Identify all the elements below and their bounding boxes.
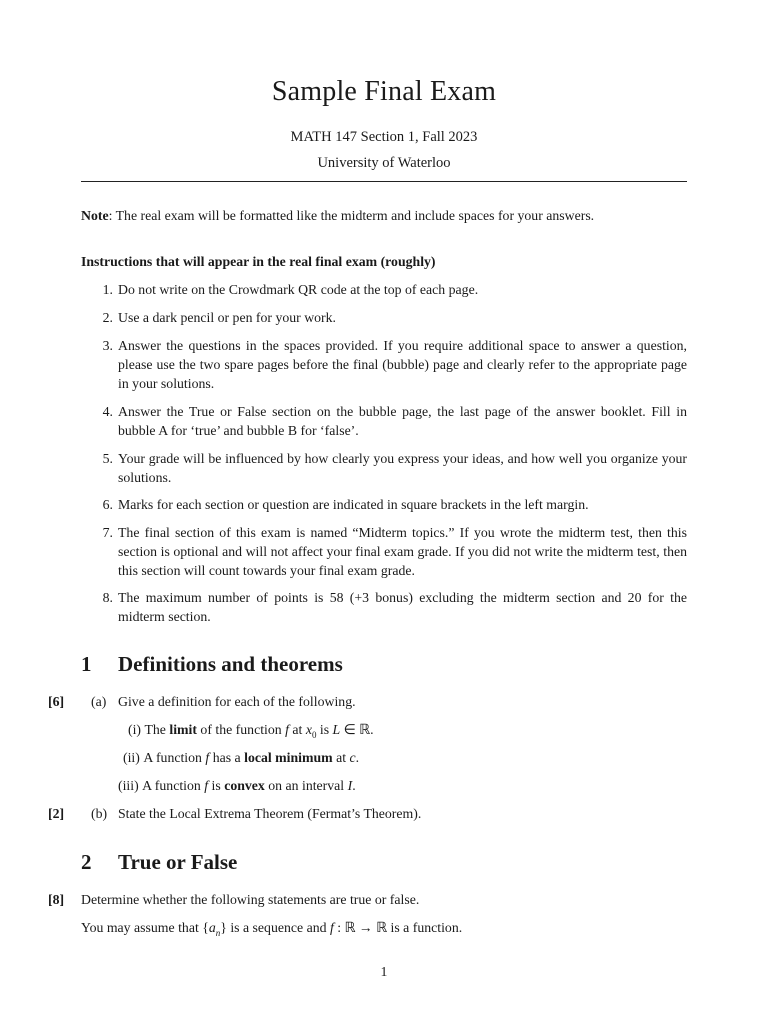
subquestion-i: (i) The limit of the function f at $x_0$ is L ∈ ℝ. [128,722,374,740]
marks-badge: [6] [48,694,65,709]
subquestion-ii: (ii) A function f has a local minimum at c. [123,750,360,765]
section-number: 2 [81,850,92,874]
instructions-heading: Instructions that will appear in the real final exam (roughly) [81,254,436,269]
section-2-assumption: You may assume that $\{a_n\}$ is a sequence and f : ℝ → ℝ is a function. [81,920,463,938]
note-label: Note [81,208,109,223]
question-text: State the Local Extrema Theorem (Fermat’s Theorem). [118,806,422,821]
university-line: University of Waterloo [317,155,451,171]
course-line: MATH 147 Section 1, Fall 2023 [290,129,478,145]
exam-title: Sample Final Exam [271,76,497,107]
marks-badge: [2] [48,806,65,821]
subquestion-iii: (iii) A function f is convex on an interval I. [118,778,356,793]
question-label: (a) [91,694,107,709]
section-title: True or False [118,850,238,874]
question-text: Give a definition for each of the following. [118,694,356,709]
header-rule [81,181,687,182]
note-text: : The real exam will be formatted like the midterm and include spaces for your answers. [108,208,595,223]
section-title: Definitions and theorems [118,652,343,676]
section-1-heading [81,652,687,678]
page-number: 1 [380,964,388,979]
note-paragraph [81,206,687,225]
marks-badge: [8] [48,892,65,907]
section-2-heading [81,850,687,876]
section-number: 1 [81,652,92,676]
section-2-intro: Determine whether the following statements are true or false. [81,892,420,907]
question-label: (b) [91,806,108,821]
